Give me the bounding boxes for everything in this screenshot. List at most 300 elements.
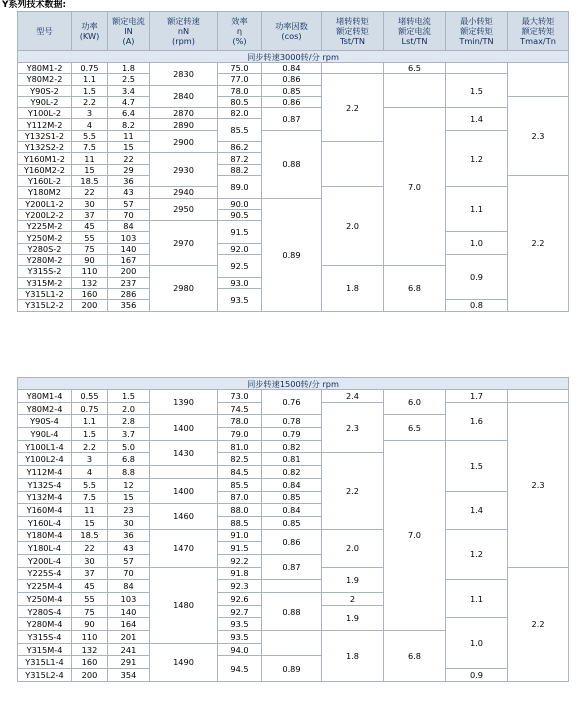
spec-table-1500 — [17, 377, 569, 682]
eff-cell: 89.0 — [218, 175, 262, 198]
current-cell: 43 — [108, 187, 150, 198]
current-cell: 2.8 — [108, 415, 150, 428]
column-header — [218, 12, 262, 51]
power-cell: 30 — [72, 554, 108, 567]
current-cell: 36 — [108, 175, 150, 186]
power-cell: 4 — [72, 119, 108, 130]
cos-cell — [262, 631, 322, 656]
eff-cell: 75.0 — [218, 63, 262, 74]
power-cell: 5.5 — [72, 478, 108, 491]
current-cell: 140 — [108, 243, 150, 254]
column-header-line: 额定转矩 — [460, 26, 493, 36]
speed-cell: 2830 — [150, 63, 218, 86]
power-cell: 1.5 — [72, 428, 108, 441]
eff-cell: 74.5 — [218, 402, 262, 415]
table-row — [18, 108, 569, 119]
column-header-line: 最小转矩 — [460, 16, 493, 26]
current-cell: 15 — [108, 142, 150, 153]
speed-cell — [150, 466, 218, 479]
eff-cell: 88.0 — [218, 504, 262, 517]
power-cell: 2.2 — [72, 440, 108, 453]
current-cell: 356 — [108, 300, 150, 311]
model-cell: Y315L1-2 — [18, 288, 72, 299]
cos-cell: 0.78 — [262, 415, 322, 428]
current-cell: 4.7 — [108, 96, 150, 107]
eff-cell: 94.5 — [218, 656, 262, 681]
tmin-cell: 1.4 — [446, 491, 508, 529]
column-header — [446, 12, 508, 51]
eff-cell: 82.0 — [218, 108, 262, 119]
eff-cell: 87.2 — [218, 153, 262, 164]
current-cell: 286 — [108, 288, 150, 299]
tmin-cell: 0.9 — [446, 669, 508, 682]
cos-cell: 0.86 — [262, 96, 322, 107]
column-header-line: 额定转速 — [167, 16, 200, 26]
column-header-line: 额定电流 — [398, 26, 431, 36]
model-cell: Y132S1-2 — [18, 130, 72, 141]
speed-cell: 2840 — [150, 85, 218, 108]
power-cell: 55 — [72, 232, 108, 243]
eff-cell: 92.6 — [218, 593, 262, 606]
current-cell: 84 — [108, 221, 150, 232]
model-cell: Y90L-4 — [18, 428, 72, 441]
ist-cell — [384, 74, 446, 108]
model-cell: Y280S-4 — [18, 605, 72, 618]
cos-cell: 0.76 — [262, 390, 322, 415]
tst-cell: 1.8 — [322, 631, 384, 682]
model-cell: Y225M-4 — [18, 580, 72, 593]
current-cell: 5.0 — [108, 440, 150, 453]
model-cell: Y225S-4 — [18, 567, 72, 580]
current-cell: 103 — [108, 593, 150, 606]
current-cell: 8.2 — [108, 119, 150, 130]
column-header-line: 额定电流 — [112, 16, 145, 26]
model-cell: Y280M-4 — [18, 618, 72, 631]
section-band — [18, 378, 569, 390]
tmax-cell — [508, 63, 569, 97]
eff-cell: 73.0 — [218, 390, 262, 403]
speed-cell: 1480 — [150, 567, 218, 643]
column-header-line: 额定转矩 — [521, 26, 555, 36]
power-cell: 7.5 — [72, 142, 108, 153]
column-header-line: 功率因数 — [275, 21, 308, 31]
eff-cell: 78.0 — [218, 415, 262, 428]
tst-cell: 2.0 — [322, 529, 384, 567]
column-header — [108, 12, 150, 51]
model-cell: Y160M2-2 — [18, 164, 72, 175]
current-cell: 1.5 — [108, 390, 150, 403]
speed-cell: 2930 — [150, 153, 218, 187]
eff-cell: 85.5 — [218, 119, 262, 142]
power-cell: 11 — [72, 153, 108, 164]
power-cell: 75 — [72, 243, 108, 254]
ist-cell: 7.0 — [384, 108, 446, 266]
power-cell: 132 — [72, 643, 108, 656]
current-cell: 36 — [108, 529, 150, 542]
power-cell: 1.1 — [72, 74, 108, 85]
cos-cell: 0.84 — [262, 504, 322, 517]
model-cell: Y90L-2 — [18, 96, 72, 107]
tmin-cell: 1.4 — [446, 108, 508, 131]
tmax-cell — [508, 390, 569, 403]
cos-cell: 0.88 — [262, 593, 322, 631]
model-cell: Y280M-2 — [18, 255, 72, 266]
section-title: 同步转速1500转/分 rpm — [18, 378, 569, 390]
current-cell: 70 — [108, 209, 150, 220]
current-cell: 103 — [108, 232, 150, 243]
cos-cell: 0.85 — [262, 85, 322, 96]
cos-cell: 0.82 — [262, 440, 322, 453]
current-cell: 43 — [108, 542, 150, 555]
model-cell: Y100L2-4 — [18, 453, 72, 466]
model-cell: Y280S-2 — [18, 243, 72, 254]
model-cell: Y315L1-4 — [18, 656, 72, 669]
power-cell: 0.55 — [72, 390, 108, 403]
ist-cell: 6.8 — [384, 266, 446, 311]
power-cell: 2.2 — [72, 96, 108, 107]
power-cell: 110 — [72, 631, 108, 644]
power-cell: 4 — [72, 466, 108, 479]
power-cell: 200 — [72, 300, 108, 311]
power-cell: 18.5 — [72, 175, 108, 186]
model-cell: Y80M2-4 — [18, 402, 72, 415]
current-cell: 2.5 — [108, 74, 150, 85]
cos-cell: 0.87 — [262, 554, 322, 579]
power-cell: 37 — [72, 567, 108, 580]
eff-cell: 90.5 — [218, 209, 262, 220]
eff-cell: 92.5 — [218, 255, 262, 278]
model-cell: Y225M-2 — [18, 221, 72, 232]
eff-cell: 88.2 — [218, 164, 262, 175]
model-cell: Y250M-4 — [18, 593, 72, 606]
model-cell: Y160M-4 — [18, 504, 72, 517]
eff-cell: 91.0 — [218, 529, 262, 542]
eff-cell: 80.5 — [218, 96, 262, 107]
tmin-cell: 1.5 — [446, 440, 508, 491]
speed-cell: 2900 — [150, 130, 218, 153]
tmin-cell: 1.5 — [446, 74, 508, 108]
current-cell: 11 — [108, 130, 150, 141]
current-cell: 1.8 — [108, 63, 150, 74]
current-cell: 30 — [108, 516, 150, 529]
model-cell: Y80M2-2 — [18, 74, 72, 85]
speed-cell: 2950 — [150, 198, 218, 221]
model-cell: Y250M-2 — [18, 232, 72, 243]
column-header-line: (A) — [122, 36, 135, 46]
column-header-line: 功率 — [81, 21, 98, 31]
cos-cell: 0.85 — [262, 516, 322, 529]
current-cell: 6.4 — [108, 108, 150, 119]
current-cell: 15 — [108, 491, 150, 504]
power-cell: 0.75 — [72, 402, 108, 415]
column-header-line: (KW) — [79, 31, 100, 41]
model-cell: Y160L-4 — [18, 516, 72, 529]
column-header-line: 型号 — [36, 26, 53, 36]
cos-cell: 0.85 — [262, 491, 322, 504]
model-cell: Y132S-4 — [18, 478, 72, 491]
page-title: Y系列技术数据: — [2, 0, 67, 10]
current-cell: 12 — [108, 478, 150, 491]
tst-cell: 1.8 — [322, 266, 384, 311]
column-header-line: (rpm) — [172, 36, 195, 46]
cos-cell: 0.86 — [262, 74, 322, 85]
model-cell: Y180L-4 — [18, 542, 72, 555]
current-cell: 140 — [108, 605, 150, 618]
eff-cell: 79.0 — [218, 428, 262, 441]
model-cell: Y180M2 — [18, 187, 72, 198]
power-cell: 3 — [72, 453, 108, 466]
cos-cell — [262, 580, 322, 593]
power-cell: 0.75 — [72, 63, 108, 74]
column-header-line: 堵转电流 — [398, 16, 431, 26]
current-cell: 167 — [108, 255, 150, 266]
speed-cell: 1470 — [150, 529, 218, 567]
current-cell: 237 — [108, 277, 150, 288]
eff-cell: 81.0 — [218, 440, 262, 453]
tmax-cell: 2.3 — [508, 96, 569, 175]
current-cell: 3.7 — [108, 428, 150, 441]
model-cell: Y315S-4 — [18, 631, 72, 644]
current-cell: 201 — [108, 631, 150, 644]
speed-cell: 1430 — [150, 440, 218, 465]
ist-cell: 6.5 — [384, 415, 446, 440]
column-header-line: 额定转矩 — [336, 26, 369, 36]
current-cell: 200 — [108, 266, 150, 277]
eff-cell: 93.5 — [218, 288, 262, 311]
model-cell: Y112M-2 — [18, 119, 72, 130]
eff-cell: 91.8 — [218, 567, 262, 580]
model-cell: Y90S-2 — [18, 85, 72, 96]
power-cell: 90 — [72, 255, 108, 266]
power-cell: 75 — [72, 605, 108, 618]
tmin-cell: 1.0 — [446, 618, 508, 669]
power-cell: 11 — [72, 504, 108, 517]
tst-cell: 2 — [322, 593, 384, 606]
tmin-cell: 1.0 — [446, 232, 508, 255]
cos-cell: 0.86 — [262, 529, 322, 554]
eff-cell: 93.5 — [218, 618, 262, 631]
current-cell: 22 — [108, 153, 150, 164]
tmin-cell: 1.2 — [446, 130, 508, 186]
model-cell: Y315L2-2 — [18, 300, 72, 311]
eff-cell: 92.0 — [218, 243, 262, 254]
tst-cell: 2.2 — [322, 74, 384, 142]
ist-cell: 7.0 — [384, 440, 446, 630]
power-cell: 18.5 — [72, 529, 108, 542]
cos-cell: 0.82 — [262, 466, 322, 479]
power-cell: 1.1 — [72, 415, 108, 428]
power-cell: 15 — [72, 516, 108, 529]
ist-cell: 6.8 — [384, 631, 446, 682]
tmin-cell — [446, 63, 508, 74]
eff-cell: 82.5 — [218, 453, 262, 466]
model-cell: Y100L1-4 — [18, 440, 72, 453]
tst-cell: 2.3 — [322, 402, 384, 453]
power-cell: 30 — [72, 198, 108, 209]
speed-cell: 1400 — [150, 415, 218, 440]
column-header-line: Tst/TN — [339, 36, 365, 46]
model-cell: Y315L2-4 — [18, 669, 72, 682]
current-cell: 164 — [108, 618, 150, 631]
speed-cell: 2890 — [150, 119, 218, 130]
eff-cell: 92.3 — [218, 580, 262, 593]
column-header-line: Tmax/Tn — [520, 36, 556, 46]
eff-cell: 91.5 — [218, 221, 262, 244]
cos-cell: 0.81 — [262, 453, 322, 466]
column-header-line: IN — [124, 26, 133, 36]
cos-cell: 0.87 — [262, 108, 322, 131]
power-cell: 22 — [72, 187, 108, 198]
power-cell: 3 — [72, 108, 108, 119]
current-cell: 6.8 — [108, 453, 150, 466]
power-cell: 1.5 — [72, 85, 108, 96]
current-cell: 70 — [108, 567, 150, 580]
power-cell: 200 — [72, 669, 108, 682]
section-title: 同步转速3000转/分 rpm — [18, 51, 569, 63]
tst-cell — [322, 142, 384, 187]
eff-cell: 78.0 — [218, 85, 262, 96]
ist-cell: 6.5 — [384, 63, 446, 74]
current-cell: 2.0 — [108, 402, 150, 415]
tst-cell: 2.4 — [322, 390, 384, 403]
table-row — [18, 491, 569, 504]
table-row — [18, 63, 569, 74]
column-header-line: η — [236, 26, 243, 36]
eff-cell: 77.0 — [218, 74, 262, 85]
section-band — [18, 51, 569, 63]
current-cell: 57 — [108, 554, 150, 567]
current-cell: 354 — [108, 669, 150, 682]
current-cell: 8.8 — [108, 466, 150, 479]
model-cell: Y80M1-2 — [18, 63, 72, 74]
spec-table-3000 — [17, 11, 569, 312]
eff-cell: 87.0 — [218, 491, 262, 504]
column-header — [262, 12, 322, 51]
column-header — [72, 12, 108, 51]
model-cell: Y315S-2 — [18, 266, 72, 277]
eff-cell: 84.5 — [218, 466, 262, 479]
tst-cell: 1.9 — [322, 567, 384, 592]
table-row — [18, 130, 569, 141]
power-cell: 132 — [72, 277, 108, 288]
speed-cell: 2870 — [150, 108, 218, 119]
power-cell: 110 — [72, 266, 108, 277]
eff-cell: 85.5 — [218, 478, 262, 491]
tmin-cell: 0.8 — [446, 300, 508, 311]
tmax-cell: 2.2 — [508, 567, 569, 681]
column-header-line: 效率 — [231, 16, 248, 26]
speed-cell: 2970 — [150, 221, 218, 266]
speed-cell: 1460 — [150, 504, 218, 529]
power-cell: 45 — [72, 580, 108, 593]
model-cell: Y132S2-2 — [18, 142, 72, 153]
eff-cell: 93.0 — [218, 277, 262, 288]
model-cell: Y160M1-2 — [18, 153, 72, 164]
model-cell: Y200L-4 — [18, 554, 72, 567]
ist-cell: 6.0 — [384, 390, 446, 415]
cos-cell: 0.84 — [262, 478, 322, 491]
power-cell: 45 — [72, 221, 108, 232]
tmax-cell: 2.3 — [508, 402, 569, 567]
model-cell: Y200L2-2 — [18, 209, 72, 220]
eff-cell: 92.7 — [218, 605, 262, 618]
eff-cell: 88.5 — [218, 516, 262, 529]
table-row — [18, 390, 569, 403]
cos-cell: 0.89 — [262, 198, 322, 311]
column-header — [18, 12, 72, 51]
column-header-line: 最大转矩 — [521, 16, 555, 26]
column-header — [322, 12, 384, 51]
power-cell: 22 — [72, 542, 108, 555]
table-row — [18, 580, 569, 593]
current-cell: 23 — [108, 504, 150, 517]
cos-cell: 0.84 — [262, 63, 322, 74]
model-cell: Y100L-2 — [18, 108, 72, 119]
tst-cell: 1.9 — [322, 605, 384, 630]
column-header-line: Lst/TN — [401, 36, 428, 46]
tmax-cell: 2.2 — [508, 175, 569, 311]
power-cell: 15 — [72, 164, 108, 175]
table-row — [18, 440, 569, 453]
tmin-cell: 1.7 — [446, 390, 508, 403]
tmin-cell: 1.2 — [446, 529, 508, 580]
current-cell: 29 — [108, 164, 150, 175]
column-header-line: (cos) — [281, 31, 302, 41]
tst-cell: 2.0 — [322, 187, 384, 266]
table-row — [18, 74, 569, 85]
model-cell: Y80M1-4 — [18, 390, 72, 403]
speed-cell: 2980 — [150, 266, 218, 311]
model-cell: Y160L-2 — [18, 175, 72, 186]
power-cell: 55 — [72, 593, 108, 606]
current-cell: 84 — [108, 580, 150, 593]
eff-cell: 86.2 — [218, 142, 262, 153]
cos-cell: 0.88 — [262, 130, 322, 198]
tst-cell — [322, 63, 384, 74]
tmin-cell: 0.9 — [446, 255, 508, 300]
power-cell: 160 — [72, 656, 108, 669]
header-row — [18, 12, 569, 51]
model-cell: Y200L1-2 — [18, 198, 72, 209]
column-header-line: Tmin/TN — [459, 36, 494, 46]
eff-cell: 90.0 — [218, 198, 262, 209]
model-cell: Y180M-4 — [18, 529, 72, 542]
column-header — [150, 12, 218, 51]
column-header-line: (%) — [232, 36, 247, 46]
model-cell: Y315M-4 — [18, 643, 72, 656]
column-header-line: nN — [177, 26, 190, 36]
speed-cell: 1490 — [150, 643, 218, 681]
current-cell: 3.4 — [108, 85, 150, 96]
current-cell: 241 — [108, 643, 150, 656]
model-cell: Y112M-4 — [18, 466, 72, 479]
eff-cell: 91.5 — [218, 542, 262, 555]
table-row — [18, 529, 569, 542]
tmin-cell: 1.6 — [446, 402, 508, 440]
eff-cell: 94.0 — [218, 643, 262, 656]
tmin-cell: 1.1 — [446, 580, 508, 618]
speed-cell: 1400 — [150, 478, 218, 503]
column-header — [384, 12, 446, 51]
speed-cell: 1390 — [150, 390, 218, 415]
power-cell: 5.5 — [72, 130, 108, 141]
current-cell: 291 — [108, 656, 150, 669]
power-cell: 90 — [72, 618, 108, 631]
speed-cell: 2940 — [150, 187, 218, 198]
model-cell: Y132M-4 — [18, 491, 72, 504]
eff-cell: 93.5 — [218, 631, 262, 644]
column-header-line: 堵转转矩 — [336, 16, 369, 26]
